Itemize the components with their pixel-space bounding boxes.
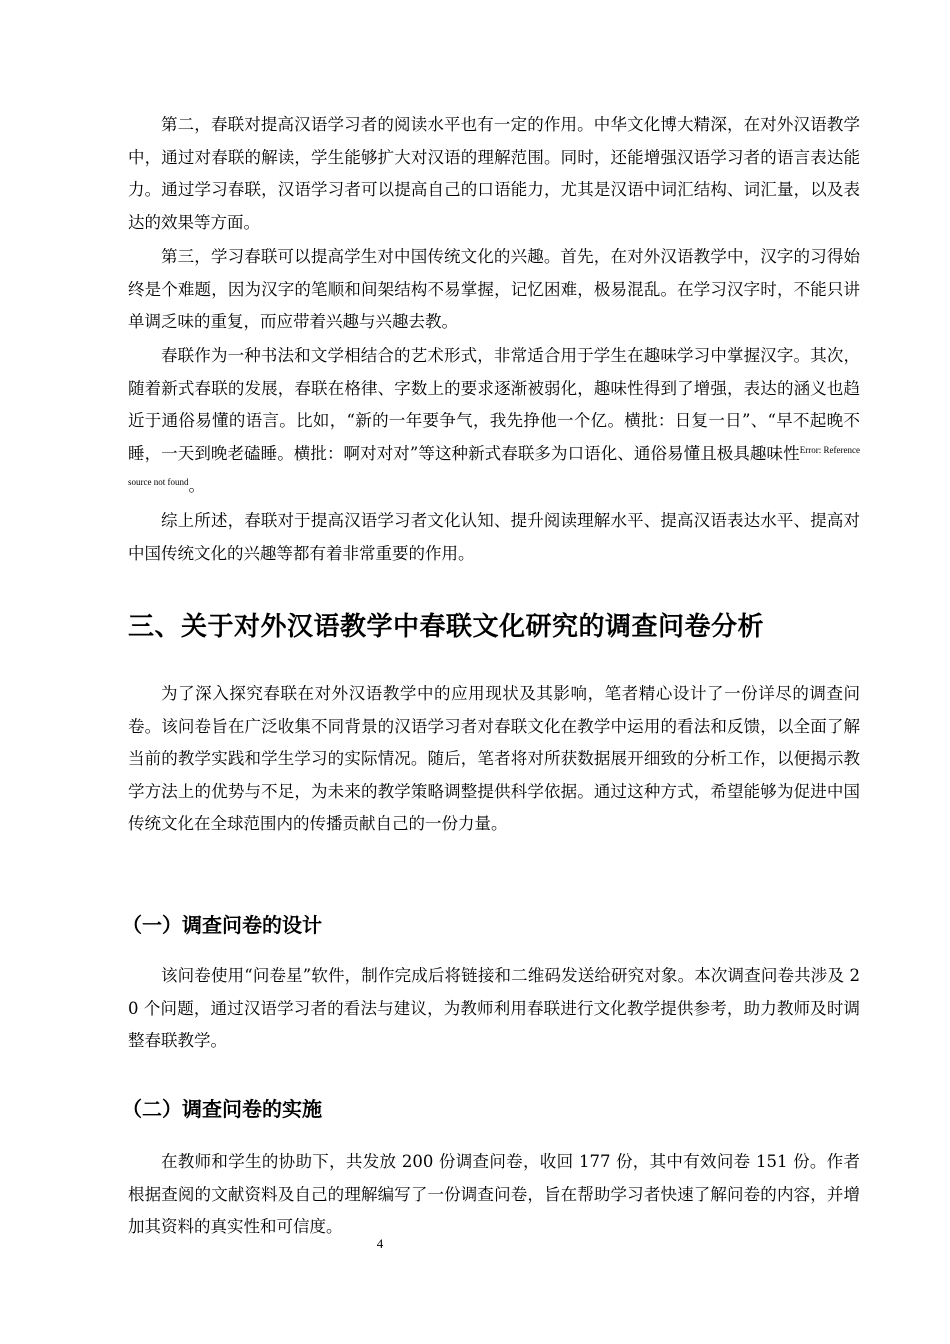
section-heading: 三、关于对外汉语教学中春联文化研究的调查问卷分析 (128, 612, 765, 642)
paragraph-survey-design: 该问卷使用“问卷星”软件，制作完成后将链接和二维码发送给研究对象。本次调查问卷共涉及 20 个问题，通过汉语学习者的看法与建议，为教师利用春联进行文化教学提供参考，助力教师及时调整春联教学。 (128, 966, 860, 1051)
paragraph-new-couplets (128, 340, 860, 503)
subsection-heading-design: （一）调查问卷的设计 (122, 913, 322, 937)
page-number: 4 (376, 1236, 384, 1251)
paragraph-summary: 综上所述，春联对于提高汉语学习者文化认知、提升阅读理解水平、提高汉语表达水平、提高对中国传统文化的兴趣等都有着非常重要的作用。 (128, 511, 860, 563)
paragraph-survey-intro: 为了深入探究春联在对外汉语教学中的应用现状及其影响，笔者精心设计了一份详尽的调查问卷。该问卷旨在广泛收集不同背景的汉语学习者对春联文化在教学中运用的看法和反馈，以全面了解当前的教学实践和学生学习的实际情况。随后，笔者将对所获数据展开细致的分析工作，以便揭示教学方法上的优势与不足，为未来的教学策略调整提供科学依据。通过这种方式，希望能够为促进中国传统文化在全球范围内的传播贡献自己的一份力量。 (128, 684, 860, 834)
paragraph-reading-level: 第二，春联对提高汉语学习者的阅读水平也有一定的作用。中华文化博大精深，在对外汉语教学中，通过对春联的解读，学生能够扩大对汉语的理解范围。同时，还能增强汉语学习者的语言表达能力。通过学习春联，汉语学习者可以提高自己的口语能力，尤其是汉语中词汇结构、词汇量，以及表达的效果等方面。 (128, 115, 860, 232)
reference-error-marker: Error: Reference source not found (128, 444, 860, 488)
subsection-heading-implementation: （二）调查问卷的实施 (122, 1097, 322, 1121)
paragraph-new-couplets-text: 春联作为一种书法和文学相结合的艺术形式，非常适合用于学生在趣味学习中掌握汉字。其次，随着新式春联的发展，春联在格律、字数上的要求逐渐被弱化，趣味性得到了增强，表达的涵义也趋近于通俗易懂的语言。比如，“新的一年要争气，我先挣他一个亿。横批：日复一日”、“早不起晚不睡，一天到晚老磕睡。横批：啊对对对”等这种新式春联多为口语化、通俗易懂且极具趣味性 (128, 346, 860, 463)
paragraph-culture-interest: 第三，学习春联可以提高学生对中国传统文化的兴趣。首先，在对外汉语教学中，汉字的习得始终是个难题，因为汉字的笔顺和间架结构不易掌握，记忆困难，极易混乱。在学习汉字时，不能只讲单调乏味的重复，而应带着兴趣与兴趣去教。 (128, 247, 860, 332)
paragraph-survey-implementation: 在教师和学生的协助下，共发放 200 份调查问卷，收回 177 份，其中有效问卷 151 份。作者根据查阅的文献资料及自己的理解编写了一份调查问卷，旨在帮助学习者快速了解问卷的内容，并增加其资料的真实性和可信度。 (128, 1152, 860, 1237)
paragraph-end-mark: 。 (188, 476, 205, 496)
